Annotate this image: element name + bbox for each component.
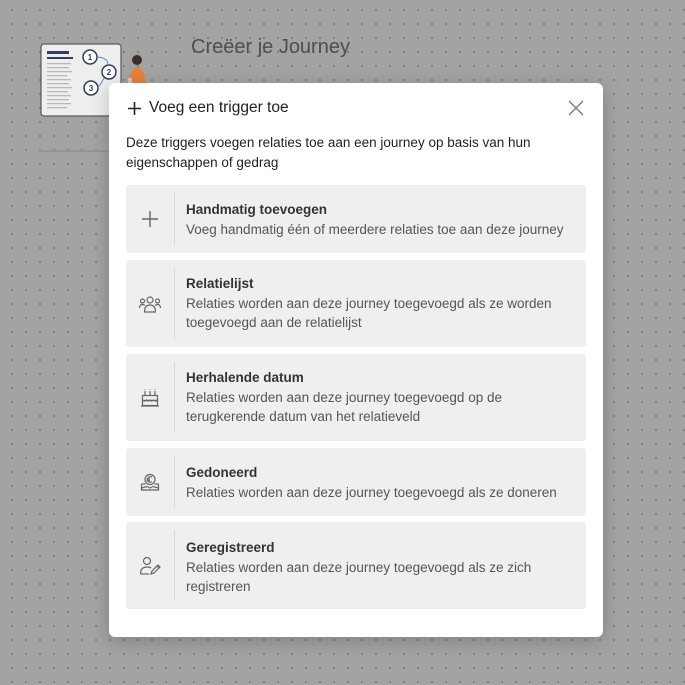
modal-description: Deze triggers voegen relaties toe aan een journey op basis van hun eigenschappen of gedrag [126, 135, 531, 170]
option-title: Gedoneerd [186, 465, 258, 480]
modal-header [127, 97, 587, 119]
add-trigger-modal [109, 83, 603, 637]
option-title: Herhalende datum [186, 370, 304, 385]
people-group-icon [138, 292, 162, 316]
step-3-label: 3 [88, 84, 94, 93]
close-icon[interactable] [567, 99, 585, 117]
option-gedoneerd[interactable] [126, 448, 586, 516]
option-relatielijst[interactable] [126, 260, 586, 347]
option-description: Relaties worden aan deze journey toegevoegd als ze doneren [186, 484, 557, 500]
option-geregistreerd[interactable] [126, 522, 586, 609]
option-title: Handmatig toevoegen [186, 202, 328, 217]
option-description: Voeg handmatig één of meerdere relaties toe aan deze journey [186, 221, 564, 237]
user-edit-icon [138, 554, 162, 578]
step-1-label: 1 [87, 53, 93, 62]
step-2-label: 2 [106, 68, 112, 77]
plus-icon [127, 101, 142, 116]
option-title: Geregistreerd [186, 540, 275, 555]
background-divider [38, 150, 118, 152]
page-title: Creëer je Journey [191, 36, 350, 58]
modal-title-text: Voeg een trigger toe [149, 99, 289, 116]
option-title: Relatielijst [186, 276, 254, 291]
euro-donation-icon [138, 470, 162, 494]
plus-icon [138, 207, 162, 231]
option-description: Relaties worden aan deze journey toegevoegd op de terugkerende datum van het relatieveld [186, 389, 502, 424]
option-handmatig-toevoegen[interactable] [126, 185, 586, 253]
modal-title [127, 97, 289, 119]
option-herhalende-datum[interactable] [126, 354, 586, 441]
option-description: Relaties worden aan deze journey toegevoegd als ze zich registreren [186, 559, 532, 594]
option-description: Relaties worden aan deze journey toegevoegd als ze worden toegevoegd aan de relatielijst [186, 295, 552, 330]
birthday-cake-icon [138, 386, 162, 410]
